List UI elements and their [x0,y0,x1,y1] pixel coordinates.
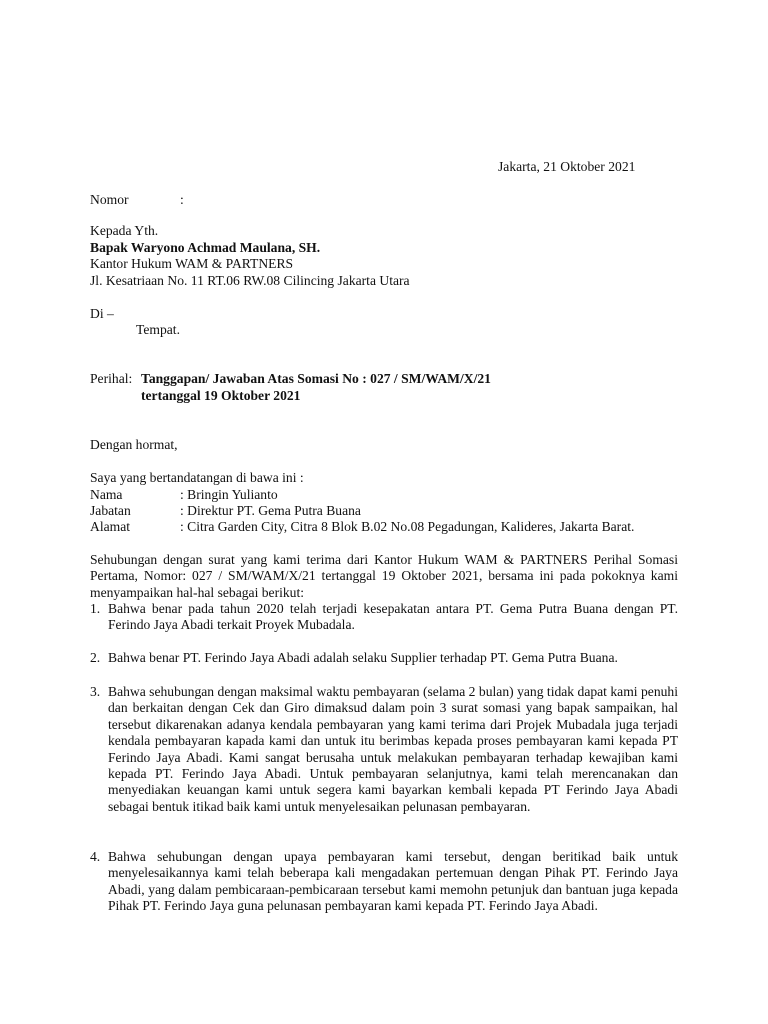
point-number: 3. [90,684,101,699]
point-item-3 [90,684,678,815]
nomor-label: Nomor [90,192,129,207]
identity-value-alamat: : Citra Garden City, Citra 8 Blok B.02 No.08 Pegadungan, Kalideres, Jakarta Barat. [180,519,635,534]
letter-date: Jakarta, 21 Oktober 2021 [498,159,636,174]
identity-label-jabatan: Jabatan [90,503,131,518]
point-number: 1. [90,601,101,616]
nomor-separator: : [180,192,184,207]
identity-value-jabatan: : Direktur PT. Gema Putra Buana [180,503,361,518]
point-item-4 [90,849,678,915]
point-number: 2. [90,650,101,665]
point-text: Bahwa sehubungan dengan upaya pembayaran kami tersebut, dengan beritikad baik untuk menyelesaikannya kami telah beberapa kali mengadakan pertemuan dengan Pihak PT. Ferindo Jaya Abadi, yang dalam pembicaraan-pembicaraan tersebut kami memohn petunjuk dan bantuan juga kepada Pihak PT. Ferindo Jaya guna pelunasan pembayaran kami kepada PT. Ferindo Jaya Abadi. [108,849,678,914]
identity-label-alamat: Alamat [90,519,131,534]
point-item-2 [90,650,678,666]
recipient-address: Jl. Kesatriaan No. 11 RT.06 RW.08 Cilincing Jakarta Utara [90,273,410,288]
recipient-tempat: Tempat. [136,322,180,337]
point-text: Bahwa benar PT. Ferindo Jaya Abadi adalah selaku Supplier terhadap PT. Gema Putra Buana. [108,650,618,665]
recipient-salutation: Kepada Yth. [90,223,159,238]
point-item-1 [90,601,678,634]
recipient-di: Di – [90,306,114,321]
point-number: 4. [90,849,101,864]
identity-label-nama: Nama [90,487,123,502]
body-paragraph: Sehubungan dengan surat yang kami terima dari Kantor Hukum WAM & PARTNERS Perihal Somasi Pertama, Nomor: 027 / SM/WAM/X/21 tertanggal 19 Oktober 2021, bersama ini pada pokoknya kami menyampaikan hal-hal sebagai berikut: [90,552,678,600]
perihal-label: Perihal: [90,371,133,386]
point-text: Bahwa benar pada tahun 2020 telah terjadi kesepakatan antara PT. Gema Putra Buana dengan PT. Ferindo Jaya Abadi terkait Proyek Mubadala. [108,601,678,633]
perihal-line2: tertanggal 19 Oktober 2021 [141,388,301,403]
recipient-office: Kantor Hukum WAM & PARTNERS [90,256,294,271]
greeting: Dengan hormat, [90,437,178,452]
recipient-name: Bapak Waryono Achmad Maulana, SH. [90,240,321,255]
point-text: Bahwa sehubungan dengan maksimal waktu pembayaran (selama 2 bulan) yang tidak dapat kami penuhi dan berkaitan dengan Cek dan Giro dimaksud dalam poin 3 surat somasi yang bapak sampaikan, hal tersebut dikarenakan adanya kendala pembayaran yang kami terima dari Projek Mubadala juga terjadi kendala pembayaran kapada kami dan untuk itu berimbas kepada proses pembayaran kami kepada PT Ferindo Jaya Abadi. Kami sangat berusaha untuk melakukan pembayaran terhadap kewajiban kami kepada PT. Ferindo Jaya Abadi. Untuk pembayaran selanjutnya, kami telah merencanakan dan menyediakan keuangan kami untuk segera kami bayarkan kembali kepada PT Ferindo Jaya Abadi sebagai bentuk itikad baik kami untuk menyelesaikan pelunasan pembayaran. [108,684,678,814]
identity-value-nama: : Bringin Yulianto [180,487,278,502]
intro-line: Saya yang bertandatangan di bawa ini : [90,470,304,485]
perihal-line1: Tanggapan/ Jawaban Atas Somasi No : 027 / SM/WAM/X/21 [141,371,491,386]
